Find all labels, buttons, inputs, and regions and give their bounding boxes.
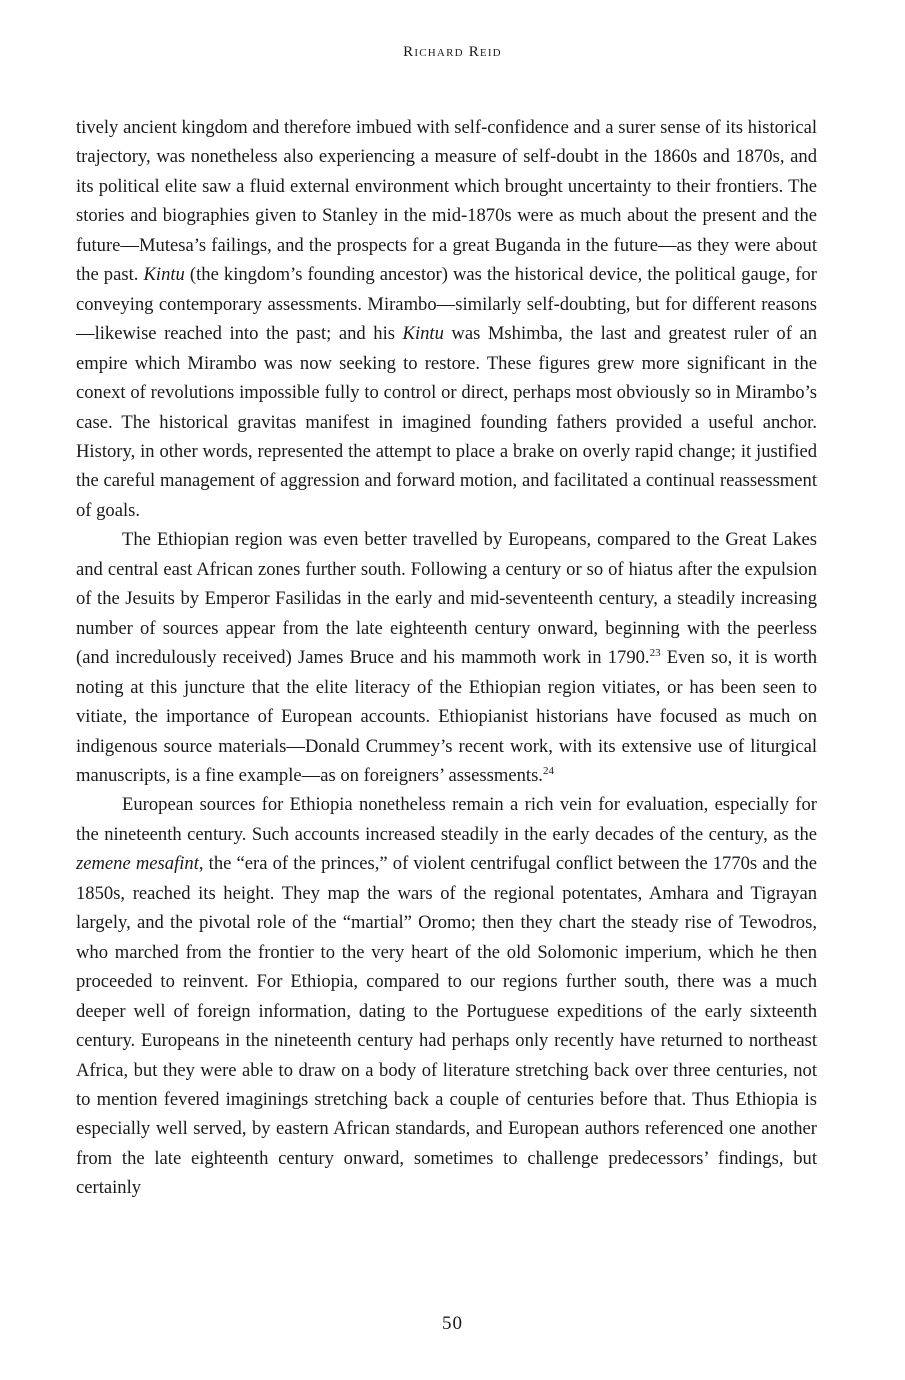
running-head: Richard Reid — [403, 44, 502, 60]
footnote-ref: 23 — [649, 646, 661, 659]
paragraph-3 — [76, 790, 817, 1202]
footnote-ref: 24 — [542, 764, 554, 777]
italic-term: Kintu — [402, 323, 444, 345]
text-run: European sources for Ethiopia nonetheless remain a rich vein for evaluation, especially for the nineteenth century. Such accounts increased steadily in the early decades of the century, as the — [76, 794, 817, 845]
page-number: 50 — [442, 1313, 463, 1334]
italic-term: zemene mesafint — [76, 853, 199, 875]
text-run: Even so, it is worth noting at this juncture that the elite literacy of the Ethiopian region vitiates, or has been seen to vitiate, the importance of European accounts. Ethiopianist historians have focused as much on indigenous source materials—Donald Crummey’s recent work, with its extensive use of liturgical manuscripts, is a fine example—as on foreigners’ assessments. — [76, 647, 817, 786]
paragraph-1 — [76, 113, 817, 525]
text-run: tively ancient kingdom and therefore imbued with self-confidence and a surer sense of its historical trajectory, was nonetheless also experiencing a measure of self-doubt in the 1860s and 1870s, and its political elite saw a fluid external environment which brought uncertainty to their frontiers. The stories and biographies given to Stanley in the mid-1870s were as much about the present and the future—Mutesa’s failings, and the prospects for a great Buganda in the future—as they were about the past. — [76, 117, 817, 286]
paragraph-2 — [76, 525, 817, 790]
body-text — [76, 113, 817, 1203]
text-run: was Mshimba, the last and greatest ruler of an empire which Mirambo was now seeking to restore. These figures grew more significant in the conext of revolutions impossible fully to control or direct, perhaps most obviously so in Mirambo’s case. The historical gravitas manifest in imagined founding fathers provided a useful anchor. History, in other words, represented the attempt to place a brake on overly rapid change; it justified the careful management of aggression and forward motion, and facilitated a continual reassessment of goals. — [76, 323, 818, 521]
text-run: , the “era of the princes,” of violent centrifugal conflict between the 1770s and the 1850s, reached its height. They map the wars of the regional potentates, Amhara and Tigrayan largely, and the pivotal role of the “martial” Oromo; then they chart the steady rise of Tewodros, who marched from the frontier to the very heart of the old Solomonic imperium, which he then proceeded to reinvent. For Ethiopia, compared to our regions further south, there was a much deeper well of foreign information, dating to the Portuguese expeditions of the early sixteenth century. Europeans in the nineteenth century had perhaps only recently have returned to northeast Africa, but they were able to draw on a body of literature stretching back over three centuries, not to mention fevered imaginings stretching back a couple of centuries before that. Thus Ethiopia is especially well served, by eastern African standards, and European authors referenced one another from the late eighteenth century onward, sometimes to challenge predecessors’ findings, but certainly — [76, 853, 817, 1199]
text-run: (the kingdom’s founding ancestor) was the historical device, the political gauge, for conveying contemporary assessments. Mirambo—similarly self-doubting, but for different reasons—likewise reached into the past; and his — [76, 264, 817, 345]
text-run: The Ethiopian region was even better travelled by Europeans, compared to the Great Lakes and central east African zones further south. Following a century or so of hiatus after the expulsion of the Jesuits by Emperor Fasilidas in the early and mid-seventeenth century, a steadily increasing number of sources appear from the late eighteenth century onward, beginning with the peerless (and incredulously received) James Bruce and his mammoth work in 1790. — [76, 529, 817, 669]
italic-term: Kintu — [143, 264, 185, 286]
